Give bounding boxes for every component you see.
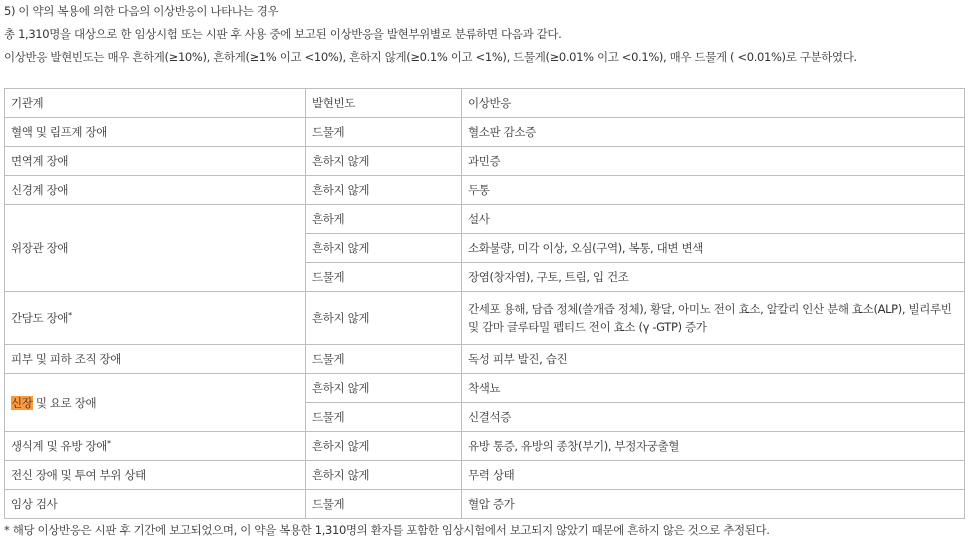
frequency-cell: 드물게 (306, 118, 462, 147)
frequency-cell: 흔하지 않게 (306, 374, 462, 403)
frequency-cell: 드물게 (306, 345, 462, 374)
reaction-cell: 과민증 (462, 147, 965, 176)
frequency-cell: 드물게 (306, 490, 462, 519)
frequency-cell: 흔하지 않게 (306, 432, 462, 461)
organ-cell (5, 432, 306, 461)
organ-cell (5, 374, 306, 432)
reaction-cell: 무력 상태 (462, 461, 965, 490)
table-row (5, 432, 965, 461)
frequency-cell: 드물게 (306, 263, 462, 292)
intro-line-summary: 총 1,310명을 대상으로 한 임상시험 또는 시판 후 사용 중에 보고된 이상반응을 발현부위별로 분류하면 다음과 같다. (4, 27, 562, 41)
adverse-reaction-table (4, 88, 965, 519)
reaction-cell: 혈압 증가 (462, 490, 965, 519)
frequency-cell: 흔하게 (306, 205, 462, 234)
footnote: * 해당 이상반응은 시판 후 기간에 보고되었으며, 이 약을 복용한 1,310명의 환자를 포함한 임상시험에서 보고되지 않았기 때문에 흔하지 않은 것으로 추정된다. (4, 523, 770, 537)
table-row (5, 461, 965, 490)
table-row (5, 345, 965, 374)
intro-line-frequency-definition: 이상반응 발현빈도는 매우 흔하게(≥10%), 흔하게(≥1% 이고 <10%), 흔하지 않게(≥0.1% 이고 <1%), 드물게(≥0.01% 이고 <0.1%), 매우 드물게 ( <0.01%)로 구분하였다. (4, 50, 857, 64)
reaction-cell: 두통 (462, 176, 965, 205)
intro-line-title: 5) 이 약의 복용에 의한 다음의 이상반응이 나타나는 경우 (4, 4, 279, 18)
footnote-marker: * (68, 311, 72, 320)
footnote-marker: * (107, 439, 111, 448)
header-frequency: 발현빈도 (306, 89, 462, 118)
table-row (5, 205, 965, 234)
header-reaction: 이상반응 (462, 89, 965, 118)
organ-cell: 혈액 및 림프계 장애 (5, 118, 306, 147)
reaction-cell: 설사 (462, 205, 965, 234)
organ-cell: 신경계 장애 (5, 176, 306, 205)
organ-cell: 임상 검사 (5, 490, 306, 519)
frequency-cell: 드물게 (306, 403, 462, 432)
header-organ: 기관계 (5, 89, 306, 118)
search-highlight: 신장 (11, 395, 33, 410)
organ-cell: 전신 장애 및 투여 부위 상태 (5, 461, 306, 490)
table-row (5, 374, 965, 403)
table-header-row (5, 89, 965, 118)
reaction-cell: 혈소판 감소증 (462, 118, 965, 147)
reaction-cell: 장염(창자염), 구토, 트림, 입 건조 (462, 263, 965, 292)
organ-cell (5, 292, 306, 345)
reaction-cell: 소화불량, 미각 이상, 오심(구역), 복통, 대변 변색 (462, 234, 965, 263)
table-row (5, 118, 965, 147)
frequency-cell: 흔하지 않게 (306, 234, 462, 263)
intro-text (4, 0, 972, 69)
reaction-cell: 유방 통증, 유방의 종창(부기), 부정자궁출혈 (462, 432, 965, 461)
organ-cell: 피부 및 피하 조직 장애 (5, 345, 306, 374)
frequency-cell: 흔하지 않게 (306, 461, 462, 490)
organ-cell: 면역계 장애 (5, 147, 306, 176)
table-row (5, 147, 965, 176)
reaction-cell: 독성 피부 발진, 습진 (462, 345, 965, 374)
reaction-cell: 착색뇨 (462, 374, 965, 403)
table-row (5, 490, 965, 519)
organ-cell: 위장관 장애 (5, 205, 306, 292)
frequency-cell: 흔하지 않게 (306, 176, 462, 205)
reaction-cell: 간세포 용해, 담즙 정체(쓸개즙 정체), 황달, 아미노 전이 효소, 알칼리 인산 분해 효소(ALP), 빌리루빈 및 감마 글루타밀 펩티드 전이 효소 (γ -GTP) 증가 (462, 292, 965, 345)
frequency-cell: 흔하지 않게 (306, 292, 462, 345)
organ-label: 간담도 장애 (11, 311, 69, 325)
table-row (5, 292, 965, 345)
reaction-cell: 신결석증 (462, 403, 965, 432)
table-row (5, 176, 965, 205)
frequency-cell: 흔하지 않게 (306, 147, 462, 176)
organ-label: 및 요로 장애 (32, 395, 97, 410)
organ-label: 생식계 및 유방 장애 (11, 439, 107, 453)
